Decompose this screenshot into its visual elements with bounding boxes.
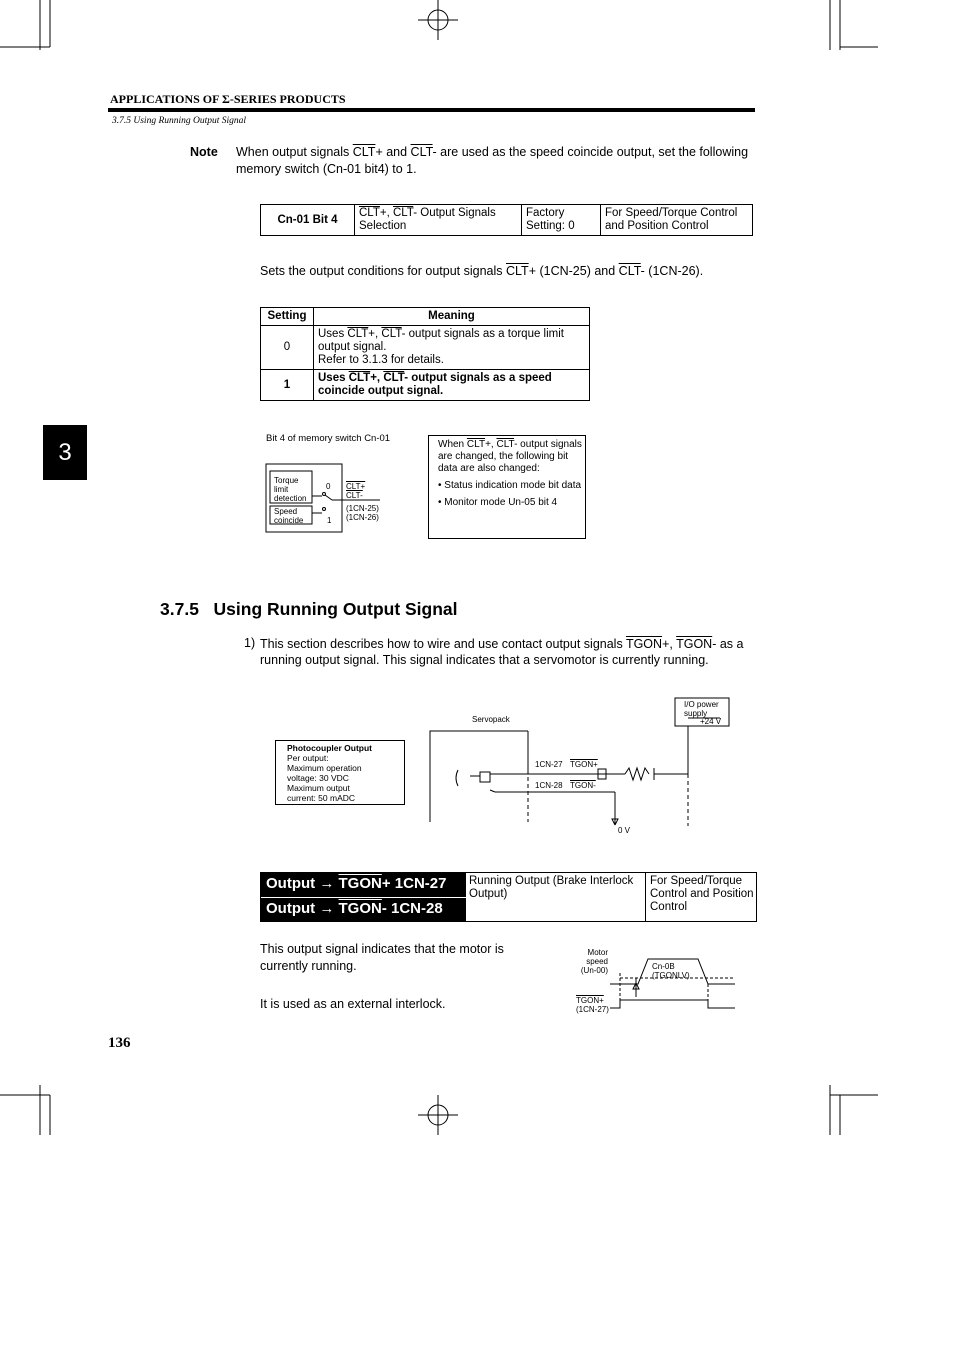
pin25-label: (1CN-25) (346, 504, 379, 513)
table-row (261, 370, 590, 401)
item1-text: This section describes how to wire and use contact output signals TGON+, TGON- as a running output signal. This signal indicates that a servomotor is currently running. (260, 637, 744, 667)
one-label: 1 (327, 516, 332, 525)
chapter-tab: 3 (43, 425, 87, 480)
change-box (428, 435, 586, 539)
section-heading: 3.7.5 Using Running Output Signal (160, 599, 458, 619)
note-label: Note (190, 145, 218, 159)
output-table (260, 872, 757, 922)
meaning-table (260, 307, 590, 401)
zero-label: 0 (326, 482, 331, 491)
header-rule (108, 108, 755, 112)
output-row-2: Output → TGON- 1CN-28 (261, 898, 466, 922)
switch-caption: Bit 4 of memory switch Cn-01 (266, 433, 391, 444)
io-power-label: I/O power supply (684, 700, 719, 718)
photo-title: Photocoupler Output (287, 743, 372, 753)
motor-speed-label: Motor speed (Un-00) (580, 948, 608, 975)
sets-text: Sets the output conditions for output signals $\overline{CLT}+ (1CN-25)$ and $\overline{CLT}-$ (1CN-26). (260, 264, 704, 278)
tgonlv-label: (TGONLV) (652, 971, 690, 980)
output-applies: For Speed/Torque Control and Position Control (650, 875, 754, 913)
clt-minus-label: CLT- (346, 491, 363, 500)
sub-head: 3.7.5 Using Running Output Signal (112, 116, 247, 126)
pin27-label: 1CN-27 (535, 760, 563, 769)
note-text: When output signals $\overline{CLT}+$ and $\overline{CLT}-$ are used as the speed coincide output, set the following memory switch (Cn-01 bit4) to 1. (236, 145, 749, 176)
photo-line: Per output: (287, 753, 329, 763)
param-cell: Cn-01 Bit 4 (261, 205, 355, 236)
photo-line: current: 50 mADC (287, 793, 356, 803)
tgon-minus-label: TGON- (570, 781, 596, 790)
timing-pin-label: (1CN-27) (576, 1005, 609, 1014)
plus24-label: +24 V (700, 717, 722, 726)
meaning-0: Uses $\overline{CLT}+$, $\overline{CLT}-$ output signals as a torque limit output signal. Refer to 3.1.3 for details. (314, 326, 590, 370)
table-row (261, 326, 590, 370)
servopack-label: Servopack (472, 715, 510, 724)
memory-switch-table (260, 204, 753, 236)
photo-line: Maximum output (287, 783, 350, 793)
cn0b-label: Cn-0B (652, 962, 675, 971)
body-para-1: This output signal indicates that the motor is currently running. (260, 942, 504, 973)
output-divider (645, 873, 646, 921)
photocoupler-box (275, 740, 405, 805)
photo-line: Maximum operation (287, 763, 362, 773)
output-desc: Running Output (Brake Interlock Output) (469, 875, 634, 900)
desc-cell: $\overline{CLT}+$, $\overline{CLT}-$ Output Signals Selection (355, 205, 522, 236)
body-para-2: It is used as an external interlock. (260, 997, 446, 1011)
col-meaning: Meaning (314, 308, 590, 326)
setting-0: 0 (261, 326, 314, 370)
torque-label: Torque limit detection (274, 476, 307, 503)
photo-line: voltage: 30 VDC (287, 773, 349, 783)
running-head: APPLICATIONS OF Σ-SERIES PRODUCTS (110, 92, 346, 106)
pin26-label: (1CN-26) (346, 513, 379, 522)
factory-cell: Factory Setting: 0 (522, 205, 601, 236)
pin28-label: 1CN-28 (535, 781, 563, 790)
zero-v-label: 0 V (618, 826, 631, 835)
output-row-1: Output → TGON+ 1CN-27 (261, 873, 466, 897)
change-bullet-2: • Monitor mode Un-05 bit 4 (438, 497, 558, 508)
meaning-1: Uses $\overline{CLT}+$, $\overline{CLT}-$ output signals as a speed coincide output signal. (314, 370, 590, 401)
clt-plus-label: CLT+ (346, 482, 366, 491)
change-box-text: When $\overline{CLT}+$, $\overline{CLT}-$ output signals are changed, the following bit data are also changed: (438, 439, 582, 474)
timing-tgon-label: TGON+ (576, 996, 604, 1005)
setting-1: 1 (261, 370, 314, 401)
applies-cell: For Speed/Torque Control and Position Control (601, 205, 753, 236)
timing-diagram (600, 945, 740, 1020)
item1-num: 1) (244, 636, 256, 650)
col-setting: Setting (261, 308, 314, 326)
tgon-plus-label: TGON+ (570, 760, 598, 769)
page-number: 136 (108, 1035, 131, 1051)
speed-label: Speed coincide (274, 507, 304, 525)
change-bullet-1: • Status indication mode bit data (438, 480, 582, 491)
